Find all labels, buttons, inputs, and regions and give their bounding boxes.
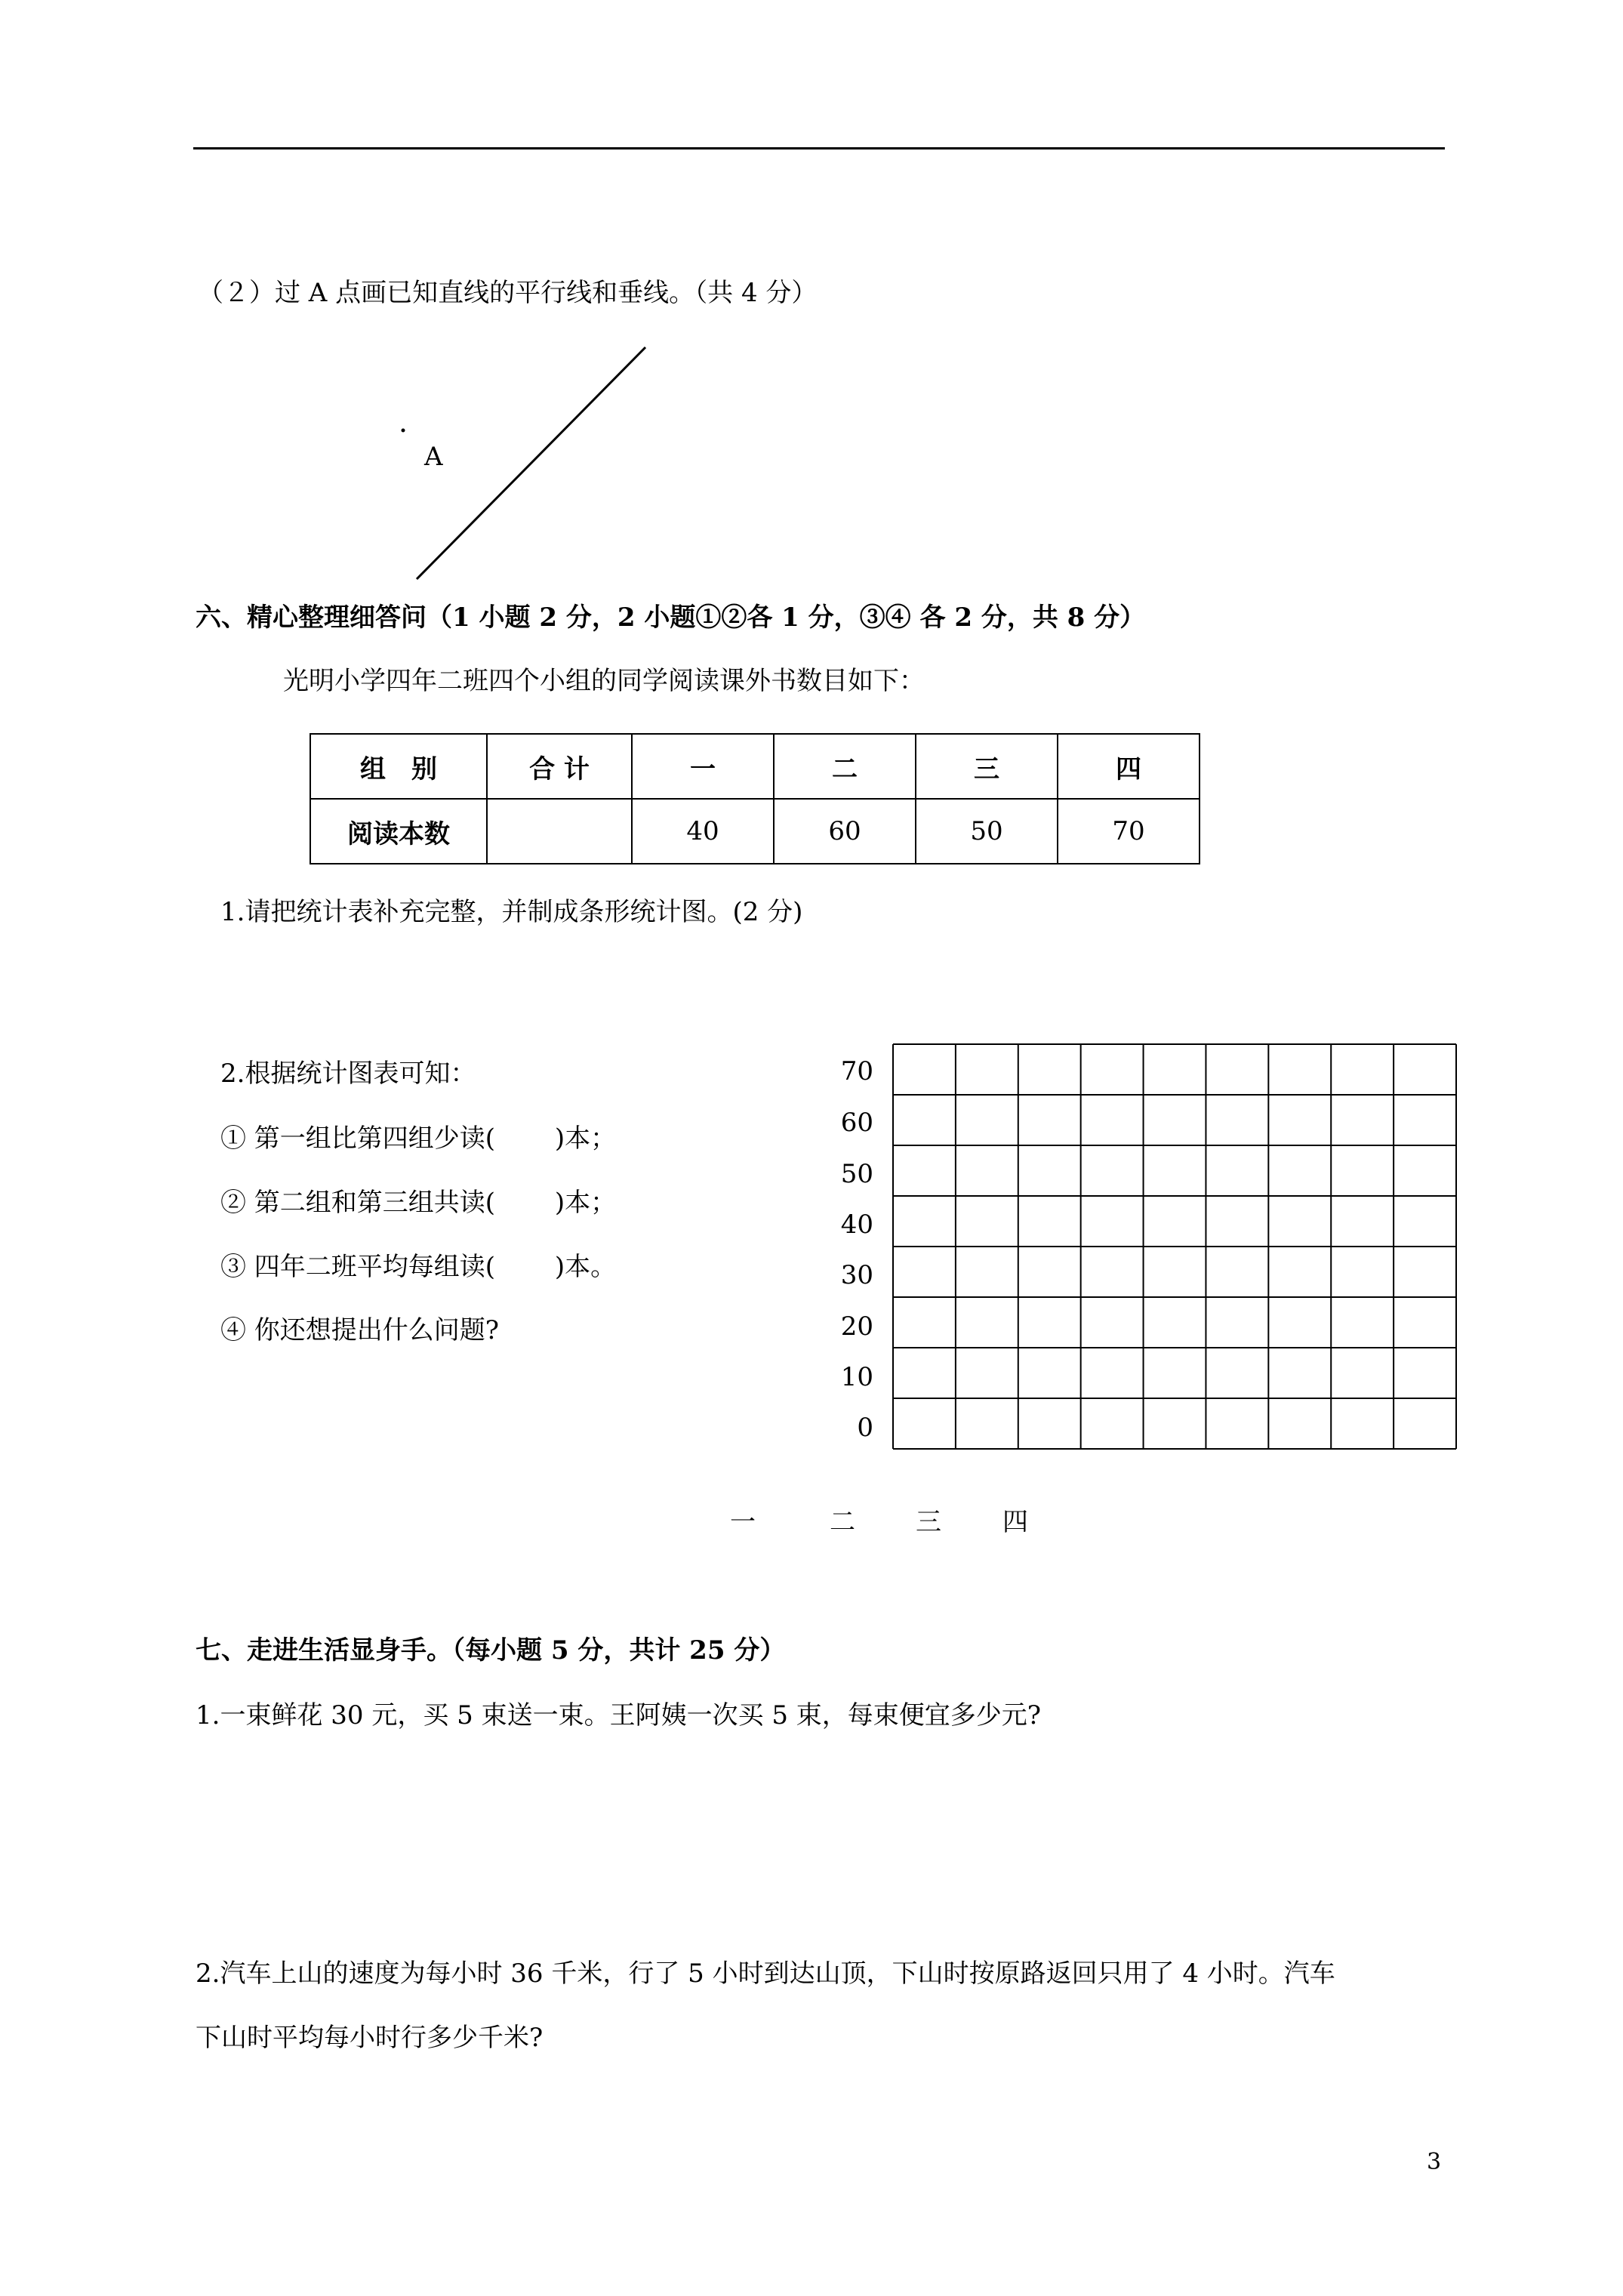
table-header-cell: 一 <box>632 734 774 799</box>
page-number: 3 <box>1427 2149 1442 2175</box>
question-2: 2.根据统计图表可知： <box>220 1059 476 1089</box>
sub-question-2: ② 第二组和第三组共读( )本； <box>220 1188 617 1218</box>
section-7-question-1: 1.一束鲜花 30 元，买 5 束送一束。王阿姨一次买 5 束，每束便宜多少元? <box>196 1700 1042 1730</box>
table-header-cell: 三 <box>916 734 1058 799</box>
y-tick-label: 30 <box>840 1260 873 1290</box>
section-6-intro: 光明小学四年二班四个小组的同学阅读课外书数目如下： <box>283 666 925 696</box>
table-header-cell: 合 计 <box>487 734 632 799</box>
section-6-title: 六、精心整理细答问（1 小题 2 分，2 小题①②各 1 分，③④ 各 2 分，共 8 分） <box>196 603 1146 633</box>
question-2-title: （２）过 A 点画已知直线的平行线和垂线。（共 4 分） <box>198 278 818 308</box>
y-tick-label: 50 <box>840 1159 873 1189</box>
point-a-dot <box>402 429 405 433</box>
question-1: 1.请把统计表补充完整，并制成条形统计图。(2 分) <box>220 897 803 927</box>
sub-question-1: ① 第一组比第四组少读( )本； <box>220 1123 617 1154</box>
y-tick-label: 0 <box>857 1413 873 1443</box>
geometry-figure <box>377 340 679 589</box>
y-tick-label: 70 <box>840 1056 873 1086</box>
x-label: 二 <box>830 1507 855 1537</box>
x-label: 四 <box>1002 1507 1028 1537</box>
table-header-cell: 二 <box>774 734 916 799</box>
blank-bar-chart-grid <box>892 1043 1459 1450</box>
table-header-cell: 组 别 <box>310 734 487 799</box>
table-cell: 50 <box>916 799 1058 864</box>
section-7-question-2-line-1: 2.汽车上山的速度为每小时 36 千米，行了 5 小时到达山顶，下山时按原路返回只用了 4 小时。汽车 <box>196 1959 1335 1989</box>
sub-question-4: ④ 你还想提出什么问题? <box>220 1315 500 1345</box>
section-7-title: 七、走进生活显身手。（每小题 5 分，共计 25 分） <box>196 1635 786 1666</box>
table-header-cell: 四 <box>1058 734 1200 799</box>
table-cell: 70 <box>1058 799 1200 864</box>
sub-question-3: ③ 四年二班平均每组读( )本。 <box>220 1252 617 1282</box>
table-header-row <box>310 734 1200 799</box>
table-cell: 60 <box>774 799 916 864</box>
table-cell-total <box>487 799 632 864</box>
y-tick-label: 40 <box>840 1210 873 1240</box>
table-cell: 40 <box>632 799 774 864</box>
x-label: 三 <box>916 1507 941 1537</box>
x-label: 一 <box>730 1507 756 1537</box>
given-line <box>417 347 645 579</box>
y-tick-label: 20 <box>840 1311 873 1342</box>
section-7-question-2-line-2: 下山时平均每小时行多少千米? <box>196 2023 544 2053</box>
reading-table <box>310 733 1200 864</box>
y-tick-label: 60 <box>840 1108 873 1138</box>
table-row <box>310 799 1200 864</box>
table-row-label: 阅读本数 <box>310 799 487 864</box>
header-rule <box>193 147 1445 149</box>
y-tick-label: 10 <box>840 1362 873 1392</box>
point-a-label: A <box>424 442 443 472</box>
